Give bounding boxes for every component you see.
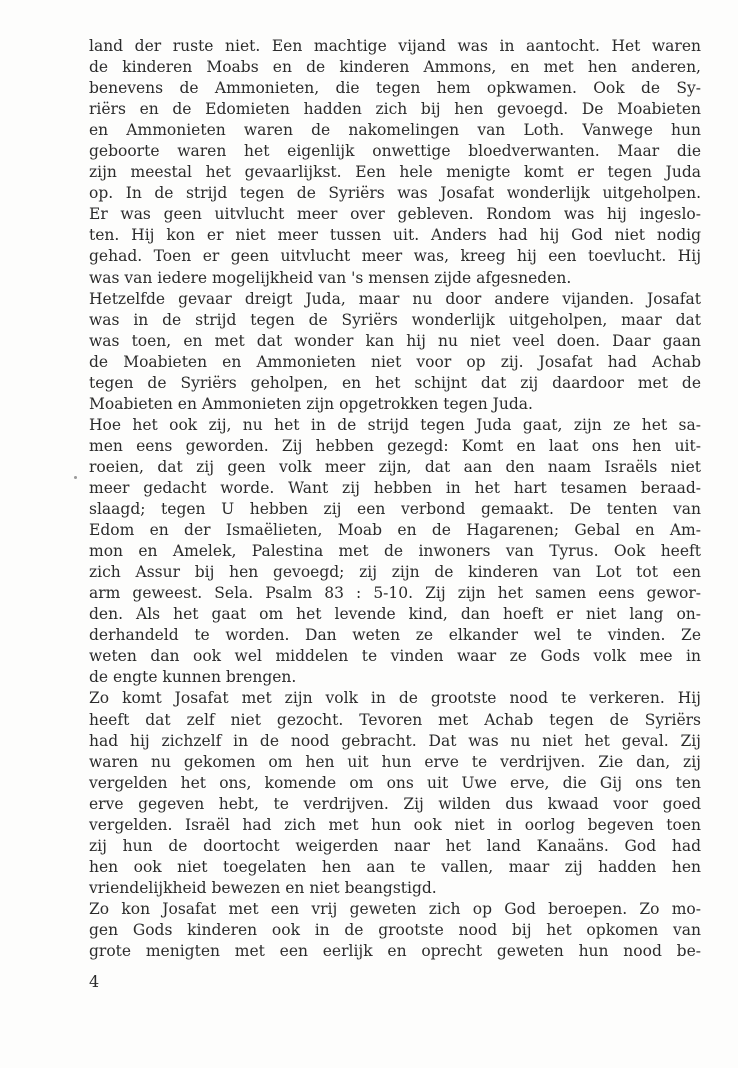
text-line: land der ruste niet. Een machtige vijand was in aantocht. Het waren bbox=[89, 37, 701, 55]
text-line: erve gegeven hebt, te verdrijven. Zij wilden dus kwaad voor goed bbox=[89, 794, 701, 813]
text-line: Hetzelfde gevaar dreigt Juda, maar nu door andere vijanden. Josafat bbox=[89, 289, 701, 308]
paragraph bbox=[89, 899, 701, 962]
text-line: derhandeld te worden. Dan weten ze elkander wel te vinden. Ze bbox=[89, 626, 701, 645]
text-line: meer gedacht worde. Want zij hebben in het hart tesamen beraad- bbox=[89, 478, 701, 497]
text-line: waren nu gekomen om hen uit hun erve te verdrijven. Zie dan, zij bbox=[89, 752, 701, 771]
margin-speck bbox=[74, 476, 77, 479]
text-line: arm geweest. Sela. Psalm 83 : 5-10. Zij zijn het samen eens gewor- bbox=[89, 584, 701, 603]
text-line: gen Gods kinderen ook in de grootste nood bij het opkomen van bbox=[89, 920, 701, 939]
text-line: zich Assur bij hen gevoegd; zij zijn de kinderen van Lot tot een bbox=[89, 563, 701, 582]
text-line: op. In de strijd tegen de Syriërs was Josafat wonderlijk uitgeholpen. bbox=[89, 184, 701, 203]
text-line: was in de strijd tegen de Syriërs wonderlijk uitgeholpen, maar dat bbox=[89, 310, 701, 329]
paragraph bbox=[89, 289, 701, 415]
body-text bbox=[89, 36, 701, 962]
page-number: 4 bbox=[89, 972, 100, 991]
text-line: was van iedere mogelijkheid van 's mensen zijde afgesneden. bbox=[89, 268, 572, 287]
text-line: Zo komt Josafat met zijn volk in de grootste nood te verkeren. Hij bbox=[89, 689, 701, 708]
text-line: grote menigten met een eerlijk en oprecht geweten hun nood be- bbox=[89, 942, 701, 961]
text-line: weten dan ook wel middelen te vinden waar ze Gods volk mee in bbox=[89, 647, 701, 666]
text-line: gehad. Toen er geen uitvlucht meer was, kreeg hij een toevlucht. Hij bbox=[89, 247, 701, 266]
text-line: Moabieten en Ammonieten zijn opgetrokken tegen Juda. bbox=[89, 394, 533, 413]
text-line: de Moabieten en Ammonieten niet voor op zij. Josafat had Achab bbox=[89, 352, 701, 371]
text-line: de engte kunnen brengen. bbox=[89, 668, 297, 687]
text-line: en Ammonieten waren de nakomelingen van Loth. Vanwege hun bbox=[89, 121, 701, 140]
text-line: vergelden het ons, komende om ons uit Uwe erve, die Gij ons ten bbox=[89, 773, 701, 792]
text-line: men eens geworden. Zij hebben gezegd: Komt en laat ons hen uit- bbox=[89, 436, 701, 455]
text-line: heeft dat zelf niet gezocht. Tevoren met Achab tegen de Syriërs bbox=[89, 710, 701, 729]
text-line: mon en Amelek, Palestina met de inwoners van Tyrus. Ook heeft bbox=[89, 542, 701, 561]
text-line: tegen de Syriërs geholpen, en het schijnt dat zij daardoor met de bbox=[89, 373, 701, 392]
text-line: vriendelijkheid bewezen en niet beangstigd. bbox=[89, 878, 437, 897]
text-line: had hij zichzelf in de nood gebracht. Dat was nu niet het geval. Zij bbox=[89, 731, 701, 750]
text-line: zijn meestal het gevaarlijkst. Een hele menigte komt er tegen Juda bbox=[89, 163, 701, 182]
paragraph bbox=[89, 36, 701, 289]
text-line: hen ook niet toegelaten hen aan te vallen, maar zij hadden hen bbox=[89, 857, 701, 876]
text-line: zij hun de doortocht weigerden naar het land Kanaäns. God had bbox=[89, 836, 701, 855]
text-line: ten. Hij kon er niet meer tussen uit. Anders had hij God niet nodig bbox=[89, 226, 701, 245]
text-line: Hoe het ook zij, nu het in de strijd tegen Juda gaat, zijn ze het sa- bbox=[89, 415, 701, 434]
text-line: benevens de Ammonieten, die tegen hem opkwamen. Ook de Sy- bbox=[89, 79, 701, 98]
text-line: Er was geen uitvlucht meer over gebleven. Rondom was hij ingeslo- bbox=[89, 205, 701, 224]
text-line: roeien, dat zij geen volk meer zijn, dat aan den naam Israëls niet bbox=[89, 457, 701, 476]
text-line: den. Als het gaat om het levende kind, dan hoeft er niet lang on- bbox=[89, 605, 701, 624]
paragraph bbox=[89, 688, 701, 898]
text-line: geboorte waren het eigenlijk onwettige bloedverwanten. Maar die bbox=[89, 142, 701, 161]
text-line: riërs en de Edomieten hadden zich bij hen gevoegd. De Moabieten bbox=[89, 100, 701, 119]
text-line: Zo kon Josafat met een vrij geweten zich op God beroepen. Zo mo- bbox=[89, 899, 701, 918]
paragraph bbox=[89, 415, 701, 689]
text-line: Edom en der Ismaëlieten, Moab en de Hagarenen; Gebal en Am- bbox=[89, 521, 701, 540]
text-line: slaagd; tegen U hebben zij een verbond gemaakt. De tenten van bbox=[89, 500, 701, 519]
text-line: de kinderen Moabs en de kinderen Ammons, en met hen anderen, bbox=[89, 58, 701, 77]
text-line: vergelden. Israël had zich met hun ook niet in oorlog begeven toen bbox=[89, 815, 701, 834]
text-line: was toen, en met dat wonder kan hij nu niet veel doen. Daar gaan bbox=[89, 331, 701, 350]
